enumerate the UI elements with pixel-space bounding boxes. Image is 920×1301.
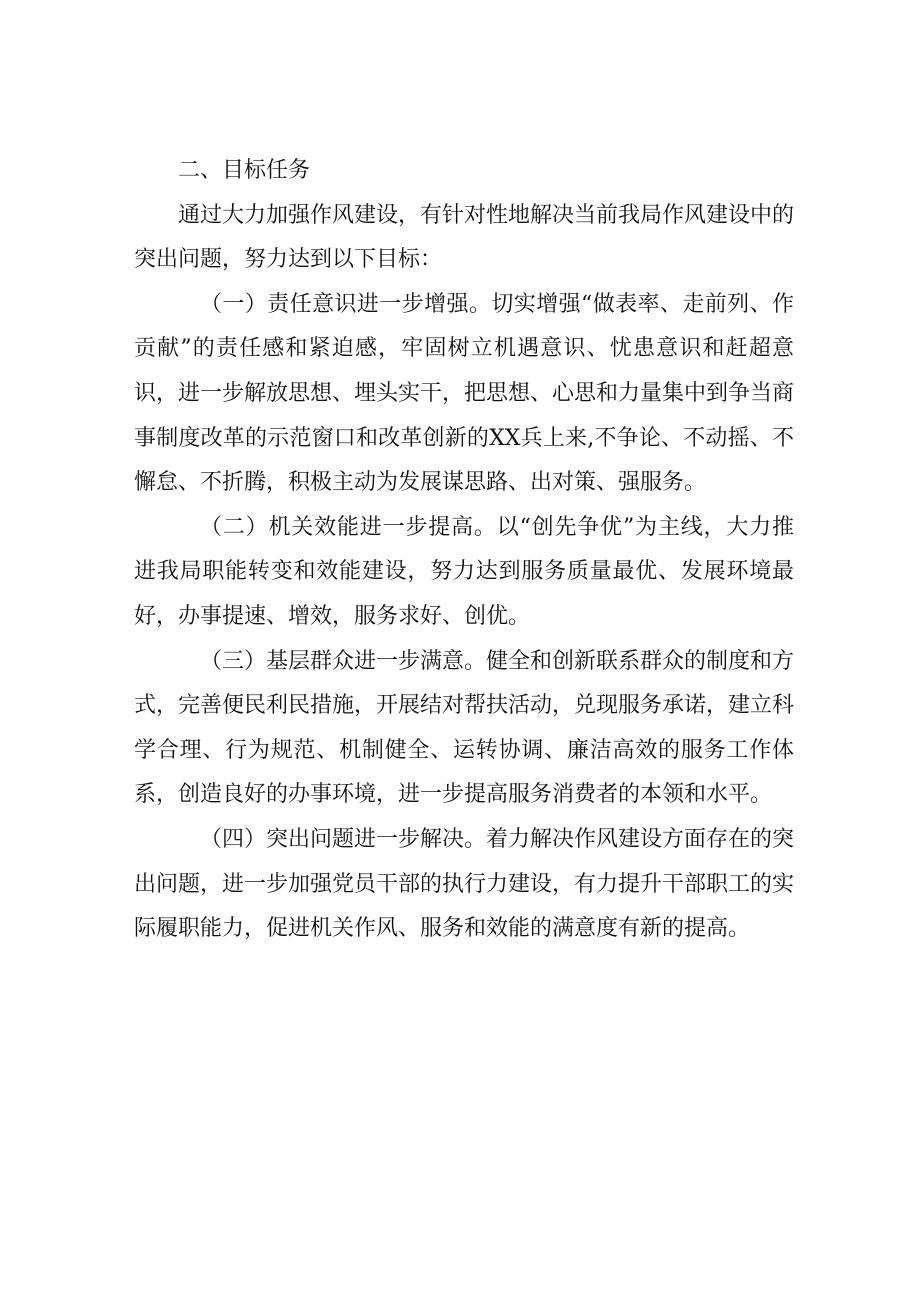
document-body — [134, 149, 794, 952]
goal-item-4: （四）突出问题进一步解决。着力解决作风建设方面存在的突出问题，进一步加强党员干部的执行力建设，有力提升干部职工的实际履职能力，促进机关作风、服务和效能的满意度有新的提高。 — [134, 826, 795, 942]
goal-item-3: （三）基层群众进一步满意。健全和创新联系群众的制度和方式，完善便民利民措施，开展结对帮扶活动，兑现服务承诺，建立科学合理、行为规范、机制健全、运转协调、廉洁高效的服务工作体系，创造良好的办事环境，进一步提高服务消费者的本领和水平。 — [134, 648, 795, 808]
section-heading: 二、目标任务 — [178, 158, 311, 183]
goal-item-2: （二）机关效能进一步提高。以“创先争优”为主线，大力推进我局职能转变和效能建设，努力达到服务质量最优、发展环境最好，办事提速、增效，服务求好、创优。 — [134, 514, 794, 629]
goal-item-1: （一）责任意识进一步增强。切实增强“做表率、走前列、作贡献”的责任感和紧迫感，牢固树立机遇意识、忧患意识和赶超意识，进一步解放思想、埋头实干，把思想、心思和力量集中到争当商事制度改革的示范窗口和改革创新的XX兵上来,不争论、不动摇、不懈怠、不折腾，积极主动为发展谋思路、出对策、强服务。 — [134, 291, 795, 496]
intro-paragraph: 通过大力加强作风建设，有针对性地解决当前我局作风建设中的突出问题，努力达到以下目标： — [134, 202, 795, 273]
